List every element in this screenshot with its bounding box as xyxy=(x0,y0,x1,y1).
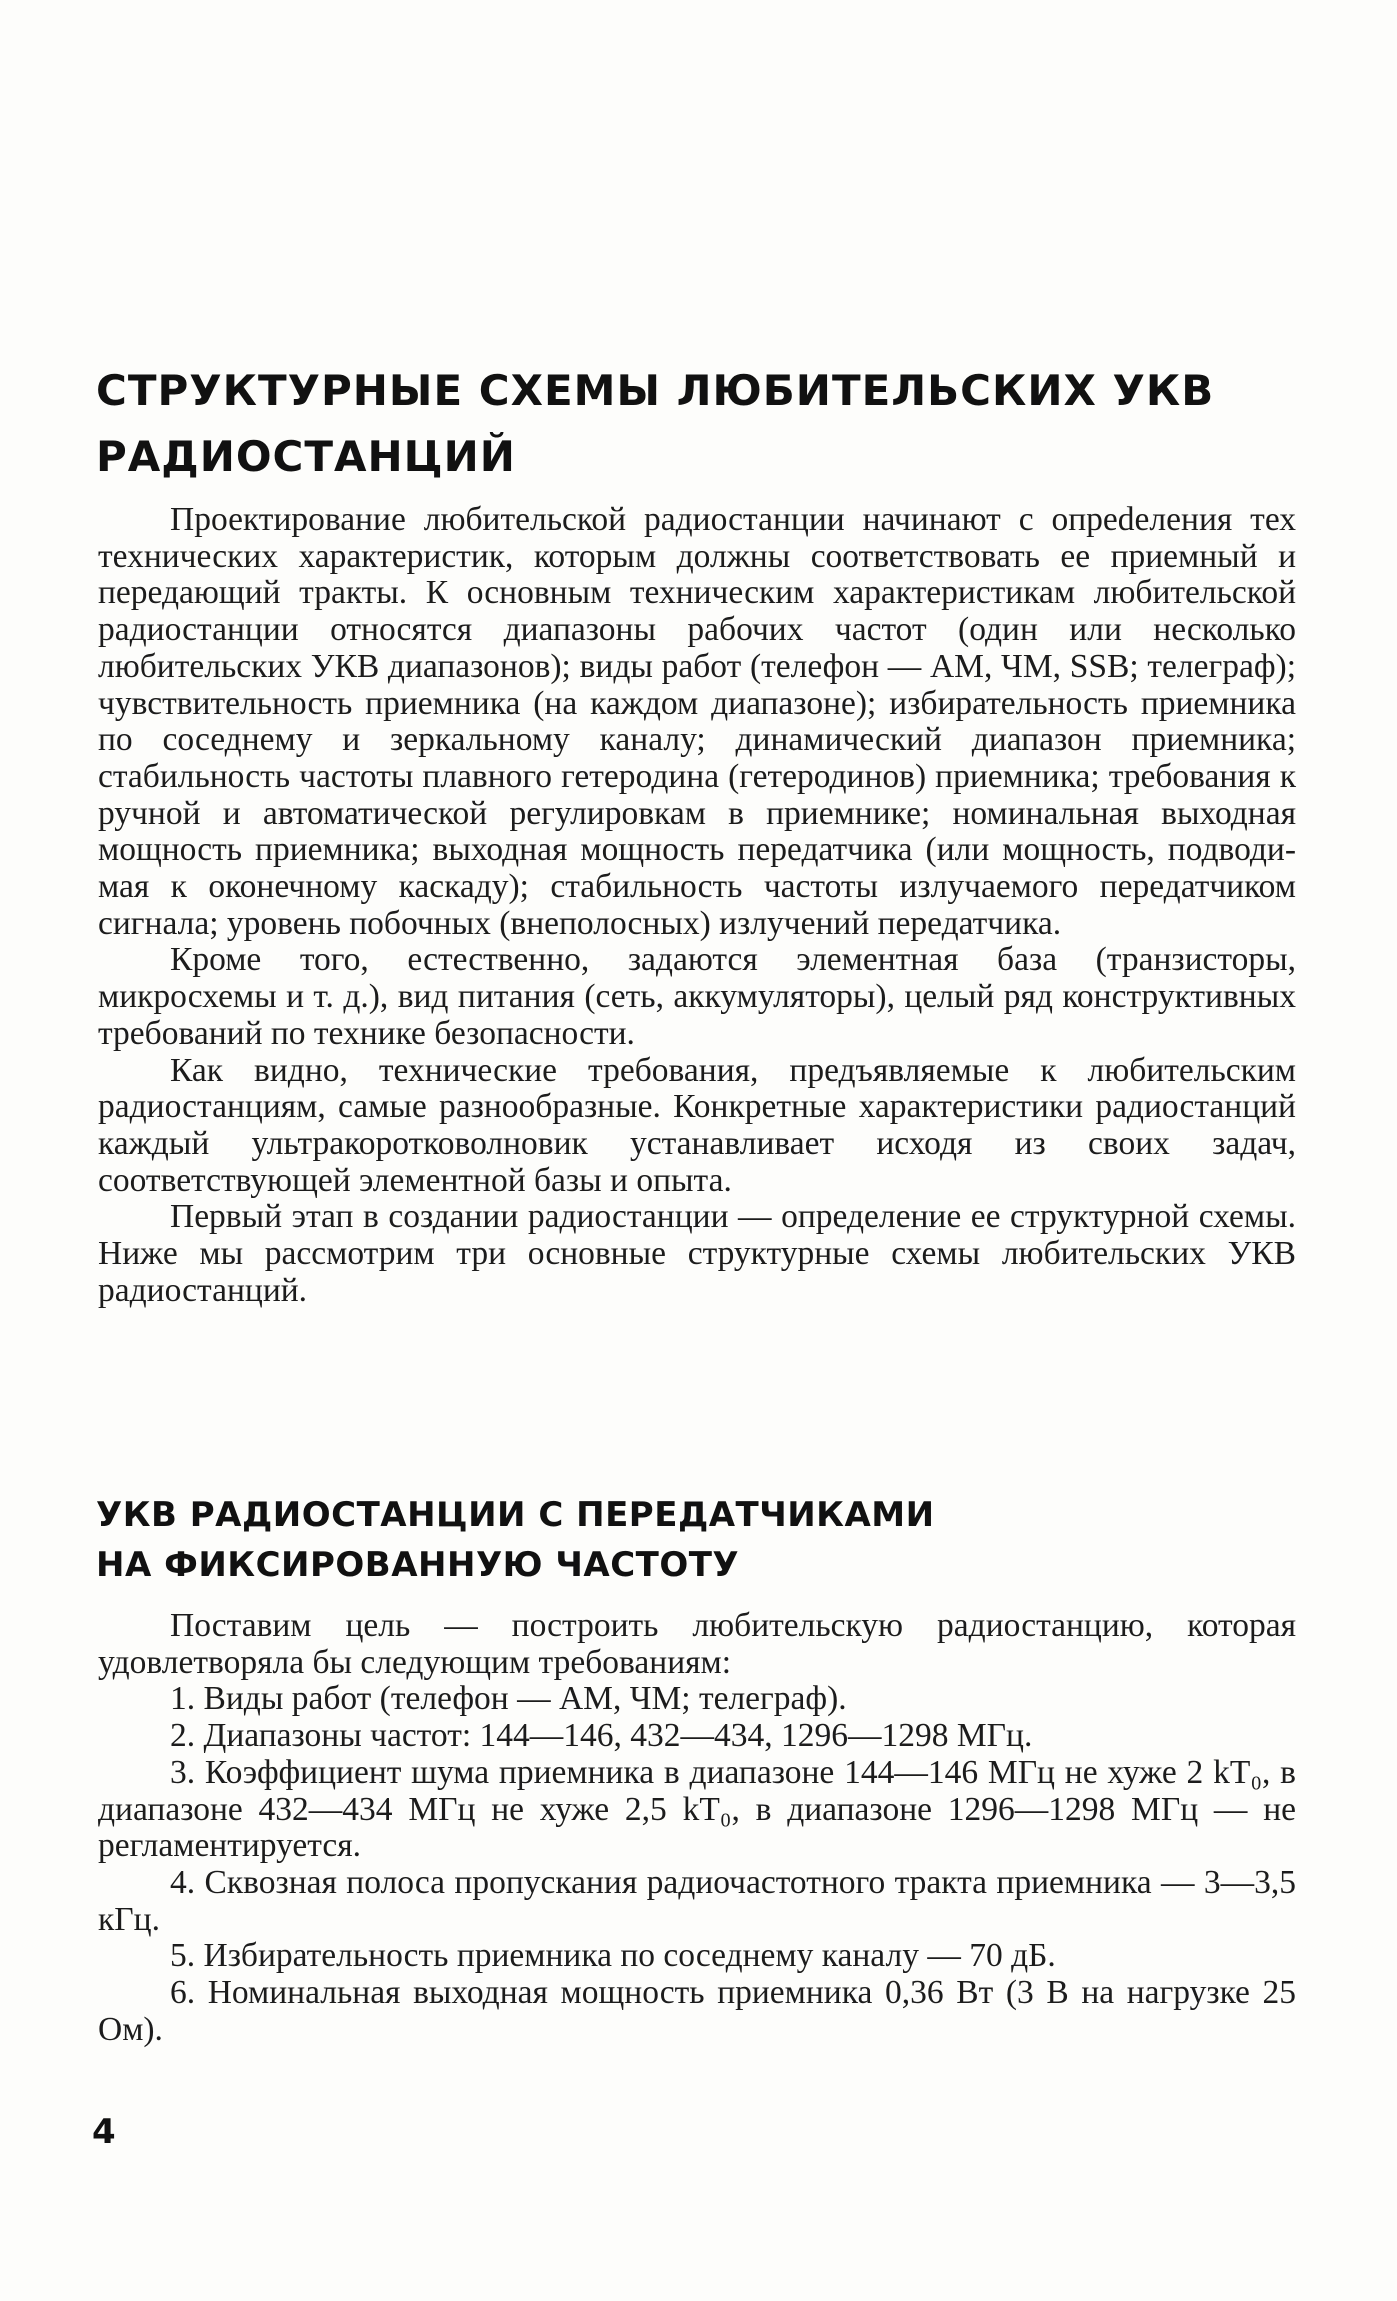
intro-section xyxy=(98,502,1296,1309)
list-item: 3. Коэффициент шума приемника в диапазоне 144—146 МГц не хуже 2 kT₀, в диапазоне 432—434 МГц не хуже 2,5 kT₀, в диапазоне 1296—1298 МГц — не регламентируется. xyxy=(98,1753,1296,1865)
requirements-section xyxy=(98,1608,1296,2048)
paragraph: Проектирование любительской радиостанции начинают с опреdеления тех технических характеристик, которым должны соответствовать ее приемный и передающий тракты. К основным техническим характеристикам любительской радиостанции относятся диапазоны рабочих частот (один или несколько любительских УКВ диапазонов); виды работ (телефон — АМ, ЧМ, SSB; телеграф); чувствительность приемника (на каждом диапазоне); избирательность приемника по соседнему и зеркальному каналу; динамический диапазон приемника; стабильность частоты плавного гетеродина (гетеродинов) приемника; требования к ручной и автоматической регулировкам в приемнике; номинальная выходная мощность приемника; выходная мощность передатчика (или мощность, подводимая к оконечному каскаду); стабильность частоты излучаемого передатчиком сигнала; уровень побочных (внеполосных) излучений передатчика. xyxy=(98,501,1296,942)
page-number: 4 xyxy=(92,2112,116,2152)
paragraph: Первый этап в создании радиостанции — определение ее структурной схемы. Ниже мы рассмотрим три основные структурные схемы любительских УКВ радиостанций. xyxy=(98,1198,1296,1309)
section-heading-line-1: УКВ РАДИОСТАНЦИИ С ПЕРЕДАТЧИКАМИ xyxy=(96,1495,935,1535)
list-item: 4. Сквозная полоса пропускания радиочастотного тракта приемника — 3—3,5 кГц. xyxy=(98,1863,1296,1938)
requirements-list xyxy=(98,1681,1296,2048)
chapter-heading-line-1: СТРУКТУРНЫЕ СХЕМЫ ЛЮБИТЕЛЬСКИХ УКВ xyxy=(96,366,1215,415)
list-item: 5. Избирательность приемника по соседнему каналу — 70 дБ. xyxy=(170,1937,1056,1975)
chapter-heading xyxy=(96,358,1296,490)
section-heading-line-2: НА ФИКСИРОВАННУЮ ЧАСТОТУ xyxy=(96,1545,740,1585)
chapter-heading-line-2: РАДИОСТАНЦИЙ xyxy=(96,432,516,481)
paragraph: Как видно, технические требования, предъявляемые к любительским радиостанциям, самые разнообразные. Конкретные характеристики радиостанций каждый ультракоротковолновик устанавливает исходя из своих задач, соответствующей элементной базы и опыта. xyxy=(98,1051,1296,1199)
list-item: 1. Виды работ (телефон — АМ, ЧМ; телеграф). xyxy=(170,1680,847,1718)
list-item: 6. Номинальная выходная мощность приемника 0,36 Вт (3 В на нагрузке 25 Ом). xyxy=(98,1974,1296,2048)
requirements-intro: Поставим цель — построить любительскую радиостанцию, которая удовлетворяла бы следующим требованиям: xyxy=(98,1607,1296,1681)
section-heading xyxy=(96,1490,1296,1590)
list-item: 2. Диапазоны частот: 144—146, 432—434, 1296—1298 МГц. xyxy=(170,1717,1033,1755)
paragraph: Кроме того, естественно, задаются элементная база (транзисторы, микросхемы и т. д.), вид питания (сеть, аккумуляторы), целый ряд конструктивных требований по технике безопасности. xyxy=(98,941,1296,1052)
